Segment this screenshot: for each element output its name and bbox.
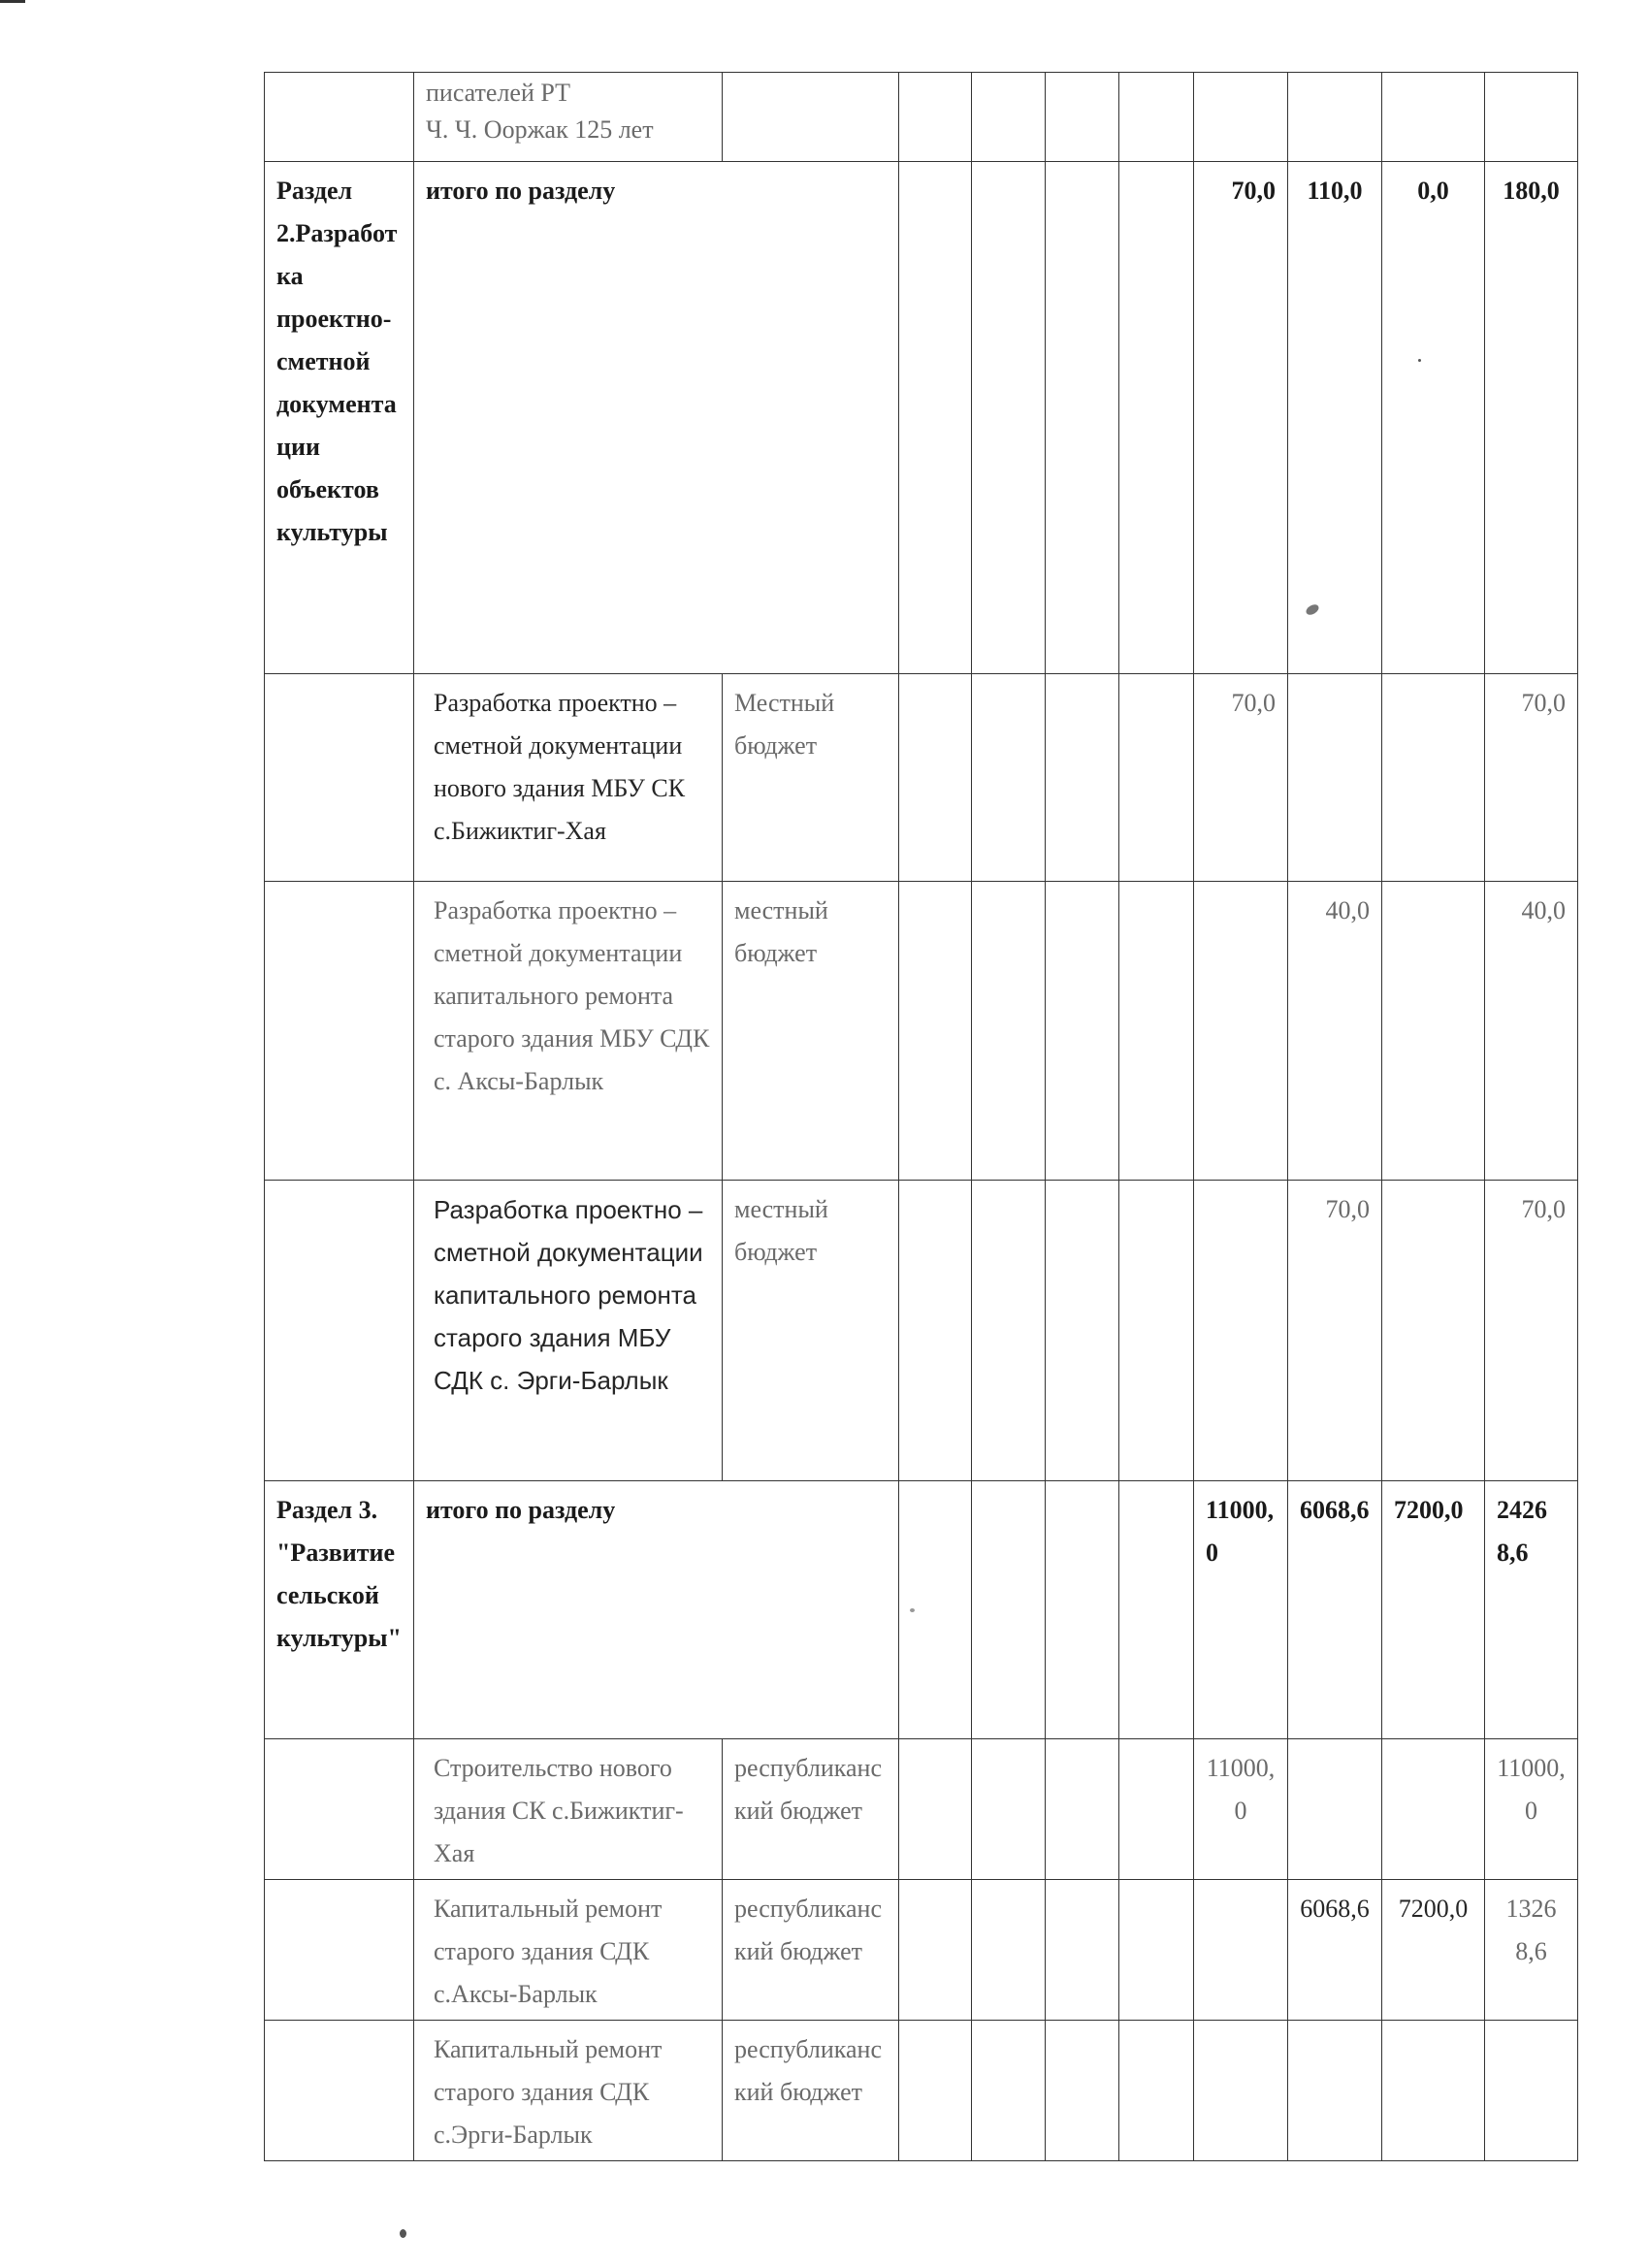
item-name-cell: Разработка проектно – сметной документации нового здания МБУ СК с.Бижиктиг-Хая	[414, 674, 723, 882]
value-cell: 70,0	[1485, 1181, 1578, 1481]
value-cell: 40,0	[1288, 882, 1382, 1181]
value-cell	[1485, 73, 1578, 162]
section-cell: Раздел 3. "Развитие сельской культуры"	[265, 1481, 414, 1739]
value-cell: 6068,6	[1288, 1481, 1382, 1739]
section-cell	[265, 1880, 414, 2021]
section-cell	[265, 2021, 414, 2161]
table-row	[265, 882, 1578, 1181]
value-cell	[1382, 73, 1485, 162]
table-row	[265, 2021, 1578, 2161]
value-cell	[1288, 1739, 1382, 1880]
empty-cell	[1046, 1181, 1119, 1481]
value-cell: 40,0	[1485, 882, 1578, 1181]
table-row	[265, 1880, 1578, 2021]
value-cell: 70,0	[1288, 1181, 1382, 1481]
value-cell: 7200,0	[1382, 1481, 1485, 1739]
empty-cell	[972, 1481, 1046, 1739]
value-cell: 70,0	[1485, 674, 1578, 882]
empty-cell	[1046, 162, 1119, 674]
section-cell	[265, 674, 414, 882]
section-cell: Раздел 2.Разработка проектно-сметной документации объектов культуры	[265, 162, 414, 674]
value-cell	[1382, 1181, 1485, 1481]
funding-source-cell	[723, 73, 899, 162]
empty-cell	[899, 2021, 972, 2161]
empty-cell	[899, 882, 972, 1181]
table-row	[265, 73, 1578, 162]
table-row	[265, 674, 1578, 882]
empty-cell	[1119, 1739, 1194, 1880]
empty-cell	[899, 1739, 972, 1880]
empty-cell	[1046, 1481, 1119, 1739]
funding-source-cell: республиканский бюджет	[723, 2021, 899, 2161]
empty-cell	[899, 1181, 972, 1481]
value-cell: 6068,6	[1288, 1880, 1382, 2021]
value-cell	[1194, 73, 1288, 162]
scan-speck	[1418, 359, 1421, 362]
item-name-cell: итого по разделу	[414, 1481, 899, 1739]
section-cell	[265, 1181, 414, 1481]
scan-speck	[400, 2229, 406, 2238]
empty-cell	[972, 1739, 1046, 1880]
empty-cell	[899, 1880, 972, 2021]
item-name-cell: писателей РТ Ч. Ч. Ооржак 125 лет	[414, 73, 723, 162]
empty-cell	[1119, 162, 1194, 674]
item-name-cell: Строительство нового здания СК с.Бижиктиг-Хая	[414, 1739, 723, 1880]
value-cell	[1382, 882, 1485, 1181]
funding-source-cell: Местный бюджет	[723, 674, 899, 882]
empty-cell	[1046, 1739, 1119, 1880]
section-cell	[265, 882, 414, 1181]
item-name-cell: Капитальный ремонт старого здания СДК с.Аксы-Барлык	[414, 1880, 723, 2021]
scan-speck	[910, 1608, 915, 1612]
item-name-cell: Разработка проектно – сметной документации капитального ремонта старого здания МБУ СДК с. Аксы-Барлык	[414, 882, 723, 1181]
funding-source-cell: местный бюджет	[723, 1181, 899, 1481]
empty-cell	[1046, 73, 1119, 162]
value-cell	[1288, 674, 1382, 882]
budget-table	[264, 72, 1578, 2161]
funding-source-cell: республиканский бюджет	[723, 1739, 899, 1880]
empty-cell	[1119, 1181, 1194, 1481]
section-cell	[265, 1739, 414, 1880]
value-cell: 11000,0	[1194, 1481, 1288, 1739]
value-cell	[1288, 2021, 1382, 2161]
value-cell	[1485, 2021, 1578, 2161]
empty-cell	[1046, 2021, 1119, 2161]
empty-cell	[972, 1880, 1046, 2021]
empty-cell	[1119, 1481, 1194, 1739]
empty-cell	[1046, 1880, 1119, 2021]
item-name-cell: итого по разделу	[414, 162, 899, 674]
empty-cell	[972, 1181, 1046, 1481]
table-row	[265, 162, 1578, 674]
value-cell	[1194, 1181, 1288, 1481]
section-cell	[265, 73, 414, 162]
item-name-cell: Разработка проектно – сметной документации капитального ремонта старого здания МБУ СДК с. Эрги-Барлык	[414, 1181, 723, 1481]
table-row	[265, 1181, 1578, 1481]
table-row	[265, 1481, 1578, 1739]
value-cell: 13268,6	[1485, 1880, 1578, 2021]
value-cell: 11000,0	[1485, 1739, 1578, 1880]
empty-cell	[1119, 73, 1194, 162]
empty-cell	[972, 162, 1046, 674]
scan-corner-mark	[0, 0, 25, 3]
empty-cell	[899, 73, 972, 162]
empty-cell	[899, 674, 972, 882]
empty-cell	[1046, 674, 1119, 882]
empty-cell	[1119, 2021, 1194, 2161]
value-cell: 24268,6	[1485, 1481, 1578, 1739]
funding-source-cell: республиканский бюджет	[723, 1880, 899, 2021]
empty-cell	[1119, 674, 1194, 882]
value-cell: 70,0	[1194, 674, 1288, 882]
empty-cell	[1119, 1880, 1194, 2021]
empty-cell	[972, 674, 1046, 882]
funding-source-cell: местный бюджет	[723, 882, 899, 1181]
empty-cell	[972, 73, 1046, 162]
empty-cell	[972, 2021, 1046, 2161]
value-cell: 0,0	[1382, 162, 1485, 674]
value-cell	[1382, 1739, 1485, 1880]
table-row	[265, 1739, 1578, 1880]
value-cell	[1194, 2021, 1288, 2161]
value-cell: 180,0	[1485, 162, 1578, 674]
value-cell	[1194, 882, 1288, 1181]
value-cell: 70,0	[1194, 162, 1288, 674]
empty-cell	[1119, 882, 1194, 1181]
value-cell	[1194, 1880, 1288, 2021]
item-name-cell: Капитальный ремонт старого здания СДК с.Эрги-Барлык	[414, 2021, 723, 2161]
value-cell: 11000,0	[1194, 1739, 1288, 1880]
value-cell: 110,0	[1288, 162, 1382, 674]
value-cell	[1382, 2021, 1485, 2161]
empty-cell	[899, 162, 972, 674]
empty-cell	[972, 882, 1046, 1181]
empty-cell	[1046, 882, 1119, 1181]
value-cell	[1382, 674, 1485, 882]
value-cell: 7200,0	[1382, 1880, 1485, 2021]
value-cell	[1288, 73, 1382, 162]
